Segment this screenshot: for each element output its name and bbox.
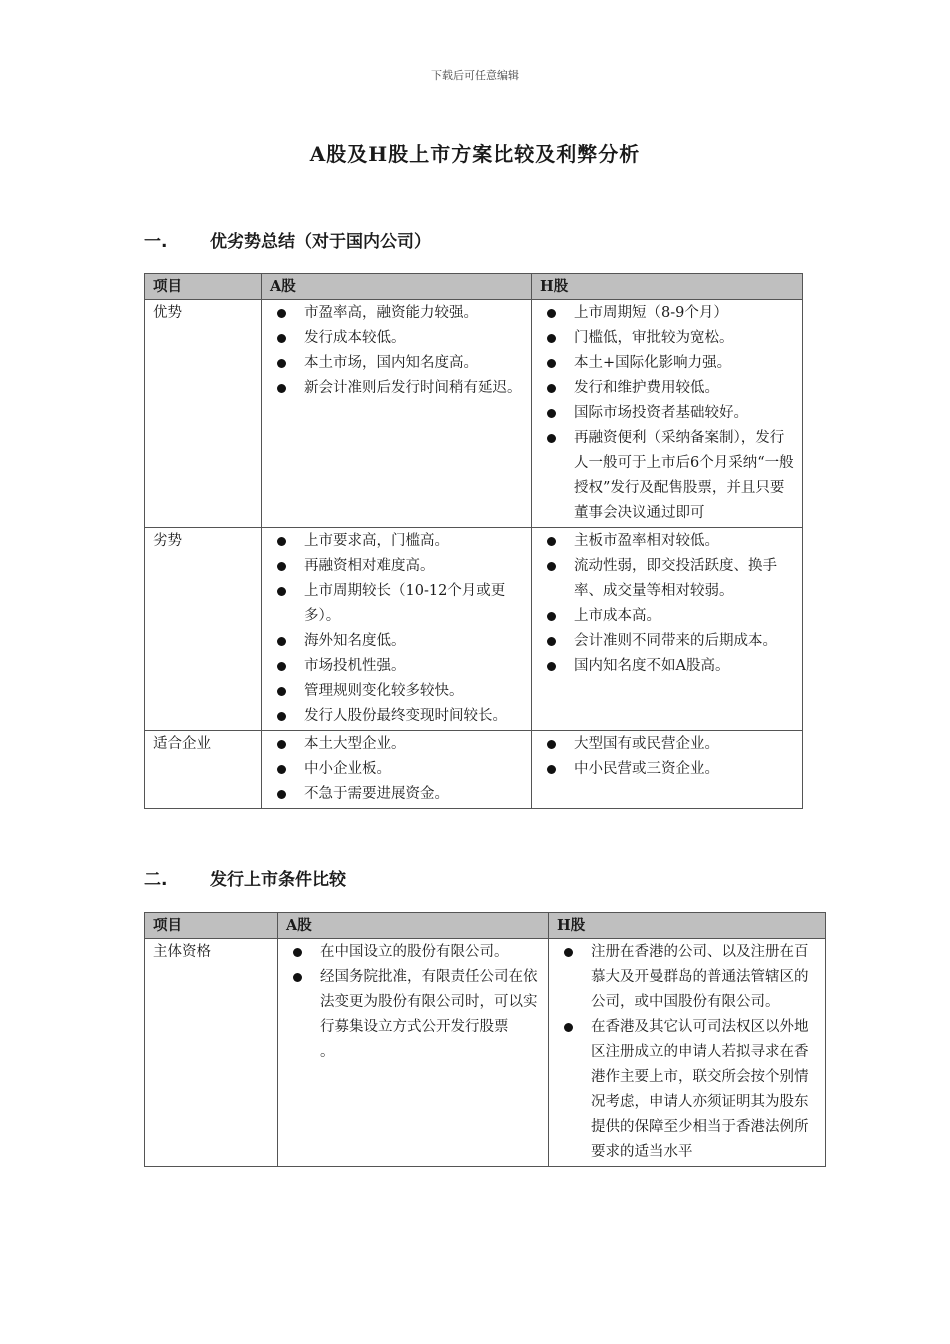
table-header-row xyxy=(145,913,826,939)
bullet-item: 本土市场，国内知名度高。 xyxy=(270,351,523,376)
bullet-item: 发行成本较低。 xyxy=(270,326,523,351)
bullet-list xyxy=(286,940,540,1040)
bullet-item: 上市周期较长（10-12个月或更多）。 xyxy=(270,579,523,629)
bullet-item: 流动性弱，即交投活跃度、换手率、成交量等相对较弱。 xyxy=(540,554,794,604)
h-share-cell xyxy=(549,939,826,1167)
section-1-heading xyxy=(144,227,431,252)
bullet-item: 上市要求高，门槛高。 xyxy=(270,529,523,554)
header-item: 项目 xyxy=(145,913,278,939)
bullet-item: 门槛低，审批较为宽松。 xyxy=(540,326,794,351)
bullet-item: 中小民营或三资企业。 xyxy=(540,757,794,782)
row-label: 优势 xyxy=(145,300,262,528)
header-a-share: A股 xyxy=(278,913,549,939)
bullet-list xyxy=(270,529,523,729)
bullet-item: 再融资相对难度高。 xyxy=(270,554,523,579)
a-share-cell xyxy=(262,528,532,731)
a-share-cell xyxy=(262,300,532,528)
header-a-share: A股 xyxy=(262,274,532,300)
header-note: 下载后可任意编辑 xyxy=(431,69,519,82)
section-2-title: 发行上市条件比较 xyxy=(210,870,346,890)
bullet-list xyxy=(557,940,817,1165)
a-share-cell xyxy=(278,939,549,1167)
comparison-table-advantages xyxy=(144,273,803,809)
bullet-item: 发行和维护费用较低。 xyxy=(540,376,794,401)
header-item: 项目 xyxy=(145,274,262,300)
trailing-punctuation: 。 xyxy=(320,1044,335,1060)
a-share-cell xyxy=(262,731,532,809)
h-share-cell xyxy=(532,528,803,731)
section-2-number: 二. xyxy=(144,870,168,890)
bullet-list xyxy=(540,732,794,782)
table-row xyxy=(145,528,803,731)
table-row xyxy=(145,300,803,528)
bullet-item: 大型国有或民营企业。 xyxy=(540,732,794,757)
bullet-item: 市盈率高，融资能力较强。 xyxy=(270,301,523,326)
table-row xyxy=(145,939,826,1167)
bullet-item: 国际市场投资者基础较好。 xyxy=(540,401,794,426)
comparison-table-listing-conditions xyxy=(144,912,826,1167)
bullet-item: 主板市盈率相对较低。 xyxy=(540,529,794,554)
bullet-item: 发行人股份最终变现时间较长。 xyxy=(270,704,523,729)
bullet-item: 中小企业板。 xyxy=(270,757,523,782)
table-row xyxy=(145,731,803,809)
row-label: 劣势 xyxy=(145,528,262,731)
bullet-item: 再融资便利（采纳备案制），发行人一般可于上市后6个月采纳“一般授权”发行及配售股票，并且只要董事会决议通过即可 xyxy=(540,426,794,526)
bullet-item: 不急于需要进展资金。 xyxy=(270,782,523,807)
bullet-item: 经国务院批准，有限责任公司在依法变更为股份有限公司时，可以实行募集设立方式公开发行股票 xyxy=(286,965,540,1040)
bullet-item: 注册在香港的公司、以及注册在百慕大及开曼群岛的普通法管辖区的公司，或中国股份有限公司。 xyxy=(557,940,817,1015)
bullet-list xyxy=(270,732,523,807)
bullet-list xyxy=(540,529,794,679)
bullet-item: 在香港及其它认可司法权区以外地区注册成立的申请人若拟寻求在香港作主要上市，联交所会按个别情况考虑，申请人亦须证明其为股东提供的保障至少相当于香港法例所要求的适当水平 xyxy=(557,1015,817,1165)
bullet-item: 上市成本高。 xyxy=(540,604,794,629)
bullet-list xyxy=(270,301,523,401)
row-label: 适合企业 xyxy=(145,731,262,809)
bullet-item: 国内知名度不如A股高。 xyxy=(540,654,794,679)
bullet-item: 新会计准则后发行时间稍有延迟。 xyxy=(270,376,523,401)
bullet-item: 本土+国际化影响力强。 xyxy=(540,351,794,376)
bullet-item: 上市周期短（8-9个月） xyxy=(540,301,794,326)
bullet-list xyxy=(540,301,794,526)
bullet-item: 在中国设立的股份有限公司。 xyxy=(286,940,540,965)
header-h-share: H股 xyxy=(532,274,803,300)
bullet-item: 市场投机性强。 xyxy=(270,654,523,679)
bullet-item: 会计准则不同带来的后期成本。 xyxy=(540,629,794,654)
row-label: 主体资格 xyxy=(145,939,278,1167)
h-share-cell xyxy=(532,300,803,528)
h-share-cell xyxy=(532,731,803,809)
section-2-heading xyxy=(144,865,346,890)
section-1-title: 优劣势总结（对于国内公司） xyxy=(210,232,431,252)
bullet-item: 本土大型企业。 xyxy=(270,732,523,757)
bullet-item: 管理规则变化较多较快。 xyxy=(270,679,523,704)
bullet-item: 海外知名度低。 xyxy=(270,629,523,654)
section-1-number: 一. xyxy=(144,232,168,252)
document-title: A股及H股上市方案比较及利弊分析 xyxy=(309,142,641,166)
header-h-share: H股 xyxy=(549,913,826,939)
table-header-row xyxy=(145,274,803,300)
